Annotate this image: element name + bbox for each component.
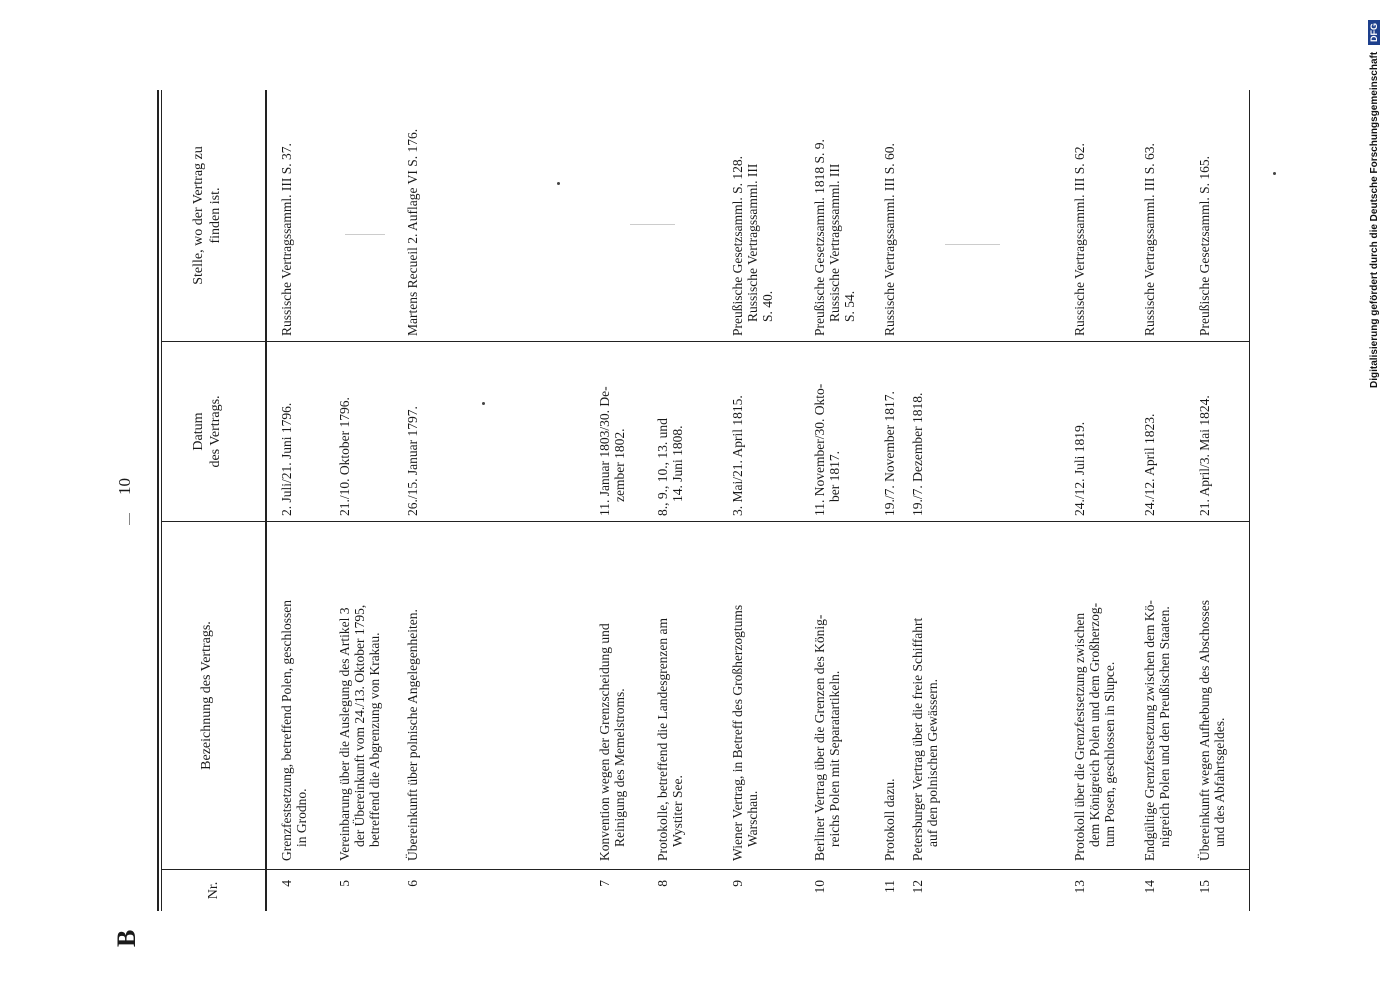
stelle-line: S. 40. — [760, 290, 775, 322]
bez-line: auf den polnischen Gewässern. — [925, 679, 940, 847]
header-datum-line-2: des Vertrags. — [208, 395, 223, 468]
table-bottom-rule — [1249, 90, 1250, 911]
bez-line: Protokolle, betreffend die Landesgrenzen am — [655, 617, 670, 861]
row-9-datum — [730, 346, 745, 516]
header-bezeichnung: Bezeichnung des Vertrags. — [199, 621, 214, 770]
bez-line: Übereinkunft über polnische Angelegenheiten. — [405, 609, 420, 861]
row-15-bezeichnung — [1197, 527, 1227, 861]
row-5-bezeichnung — [337, 527, 382, 861]
row-5-datum — [337, 346, 352, 516]
stelle-line: Preußische Gesetzsamml. 1818 S. 9. — [812, 139, 827, 336]
bez-line: dem Königreich Polen und dem Großherzog- — [1087, 602, 1102, 847]
stelle-line: Russische Vertragssamml. III S. 37. — [279, 143, 294, 336]
datum-line: 11. Januar 1803/30. De- — [597, 386, 612, 516]
row-6-stelle — [405, 92, 420, 336]
table-top-double-rule-inner — [161, 90, 162, 911]
rotated-document-page — [100, 75, 1300, 947]
row-7-nr: 7 — [597, 880, 612, 887]
datum-line: 21./10. Oktober 1796. — [337, 397, 352, 516]
datum-line: 11. November/30. Okto- — [812, 383, 827, 516]
datum-line: 24./12. Juli 1819. — [1072, 421, 1087, 516]
row-14-bezeichnung — [1142, 527, 1172, 861]
bez-line: in Grodno. — [294, 788, 309, 847]
row-10-bezeichnung — [812, 527, 842, 861]
scan-artifact-dot — [557, 182, 560, 185]
row-15-nr: 15 — [1197, 880, 1212, 894]
bez-line: nigreich Polen und den Preußischen Staaten. — [1157, 606, 1172, 847]
bez-line: Vereinbarung über die Auslegung des Artikel 3 — [337, 607, 352, 861]
stelle-line: Russische Vertragssamml. III — [745, 163, 760, 322]
bez-line: Endgültige Grenzfestsetzung zwischen dem Kö- — [1142, 600, 1157, 861]
row-8-nr: 8 — [655, 880, 670, 887]
stelle-line: Preußische Gesetzsamml. S. 128. — [730, 156, 745, 336]
scan-artifact-dot — [1273, 172, 1276, 175]
row-4-nr: 4 — [279, 880, 294, 887]
row-9-bezeichnung — [730, 527, 760, 861]
row-9-stelle — [730, 92, 775, 336]
bez-line: Konvention wegen der Grenzscheidung und — [597, 623, 612, 861]
row-4-datum — [279, 346, 294, 516]
datum-line: 8., 9., 10., 13. und — [655, 418, 670, 516]
bez-line: Wiener Vertrag, in Betreff des Großherzogtums — [730, 604, 745, 861]
bez-line: Wystiter See. — [670, 775, 685, 847]
row-14-nr: 14 — [1142, 880, 1157, 894]
row-6-bezeichnung — [405, 527, 420, 861]
row-5-nr: 5 — [337, 880, 352, 887]
row-12-nr: 12 — [910, 880, 925, 894]
row-7-datum — [597, 346, 627, 516]
bez-line: Warschau. — [745, 790, 760, 847]
bez-line: tum Posen, geschlossen in Slupce. — [1102, 661, 1117, 847]
row-12-datum — [910, 346, 925, 516]
datum-line: 3. Mai/21. April 1815. — [730, 395, 745, 516]
datum-line: 2. Juli/21. Juni 1796. — [279, 402, 294, 516]
datum-line: 26./15. Januar 1797. — [405, 406, 420, 516]
row-4-bezeichnung — [279, 527, 309, 861]
row-8-datum — [655, 346, 685, 516]
table-top-double-rule — [157, 90, 159, 911]
row-10-stelle — [812, 92, 857, 336]
bez-line: Protokoll über die Grenzfestsetzung zwischen — [1072, 612, 1087, 861]
bez-line: und des Abfahrtsgeldes. — [1212, 717, 1227, 847]
row-11-stelle — [882, 92, 897, 336]
bez-line: Petersburger Vertrag über die freie Schiffahrt — [910, 617, 925, 861]
row-11-nr: 11 — [882, 880, 897, 893]
row-12-bezeichnung — [910, 527, 940, 861]
bez-line: reichs Polen mit Separatartikeln. — [827, 670, 842, 847]
row-4-stelle — [279, 92, 294, 336]
row-6-nr: 6 — [405, 880, 420, 887]
stelle-line: Russische Vertragssamml. III S. 62. — [1072, 143, 1087, 336]
row-15-stelle — [1197, 92, 1212, 336]
bez-line: betreffend die Abgrenzung von Krakau. — [367, 632, 382, 847]
header-datum-line-1: Datum — [191, 412, 206, 451]
stelle-line: S. 54. — [842, 290, 857, 322]
row-13-nr: 13 — [1072, 880, 1087, 894]
bez-line: Protokoll dazu. — [882, 778, 897, 861]
stelle-line: Preußische Gesetzsamml. S. 165. — [1197, 156, 1212, 336]
row-11-bezeichnung — [882, 527, 897, 861]
scan-artifact-line — [345, 234, 385, 235]
scan-artifact-line — [945, 244, 1000, 245]
page-number: 10 — [115, 478, 134, 495]
column-rule-3 — [161, 341, 1249, 342]
datum-line: 14. Juni 1808. — [670, 425, 685, 502]
header-stelle-line-1: Stelle, wo der Vertrag zu — [191, 146, 206, 285]
datum-line: 24./12. April 1823. — [1142, 413, 1157, 516]
scan-artifact-line — [630, 224, 675, 225]
column-rule-2 — [161, 521, 1249, 522]
stelle-line: Russische Vertragssamml. III — [827, 163, 842, 322]
digitization-credit — [1368, 20, 1380, 388]
row-13-datum — [1072, 346, 1087, 516]
datum-line: 19./7. November 1817. — [882, 391, 897, 516]
dfg-logo-badge: DFG — [1368, 20, 1380, 45]
row-10-datum — [812, 346, 842, 516]
row-13-bezeichnung — [1072, 527, 1117, 861]
header-datum — [190, 342, 224, 521]
bez-line: der Übereinkunft vom 24./13. Oktober 1795, — [352, 604, 367, 847]
page-number-dash — [129, 513, 130, 525]
row-10-nr: 10 — [812, 880, 827, 894]
datum-line: zember 1802. — [612, 428, 627, 502]
row-11-datum — [882, 346, 897, 516]
credit-text: Digitalisierung gefördert durch die Deutsche Forschungsgemeinschaft — [1369, 51, 1380, 388]
scan-artifact-dot — [482, 402, 485, 405]
row-9-nr: 9 — [730, 880, 745, 887]
stelle-line: Russische Vertragssamml. III S. 63. — [1142, 143, 1157, 336]
stelle-line: Martens Recueil 2. Auflage VI S. 176. — [405, 128, 420, 336]
header-nr: Nr. — [206, 881, 221, 900]
page-letter: B — [112, 929, 141, 947]
stelle-line: Russische Vertragssamml. III S. 60. — [882, 143, 897, 336]
datum-line: 19./7. Dezember 1818. — [910, 392, 925, 516]
row-15-datum — [1197, 346, 1212, 516]
column-rule-1 — [161, 869, 1249, 870]
bez-line: Grenzfestsetzung, betreffend Polen, geschlossen — [279, 599, 294, 861]
row-13-stelle — [1072, 92, 1087, 336]
header-bottom-rule — [265, 90, 267, 911]
row-8-bezeichnung — [655, 527, 685, 861]
bez-line: Übereinkunft wegen Aufhebung des Abschosses — [1197, 600, 1212, 861]
row-14-datum — [1142, 346, 1157, 516]
row-7-bezeichnung — [597, 527, 627, 861]
datum-line: ber 1817. — [827, 451, 842, 502]
row-6-datum — [405, 346, 420, 516]
bez-line: Berliner Vertrag über die Grenzen des König- — [812, 614, 827, 861]
header-stelle — [190, 90, 224, 341]
bez-line: Reinigung des Memelstroms. — [612, 688, 627, 847]
datum-line: 21. April/3. Mai 1824. — [1197, 395, 1212, 516]
row-14-stelle — [1142, 92, 1157, 336]
header-stelle-line-2: finden ist. — [208, 187, 223, 244]
